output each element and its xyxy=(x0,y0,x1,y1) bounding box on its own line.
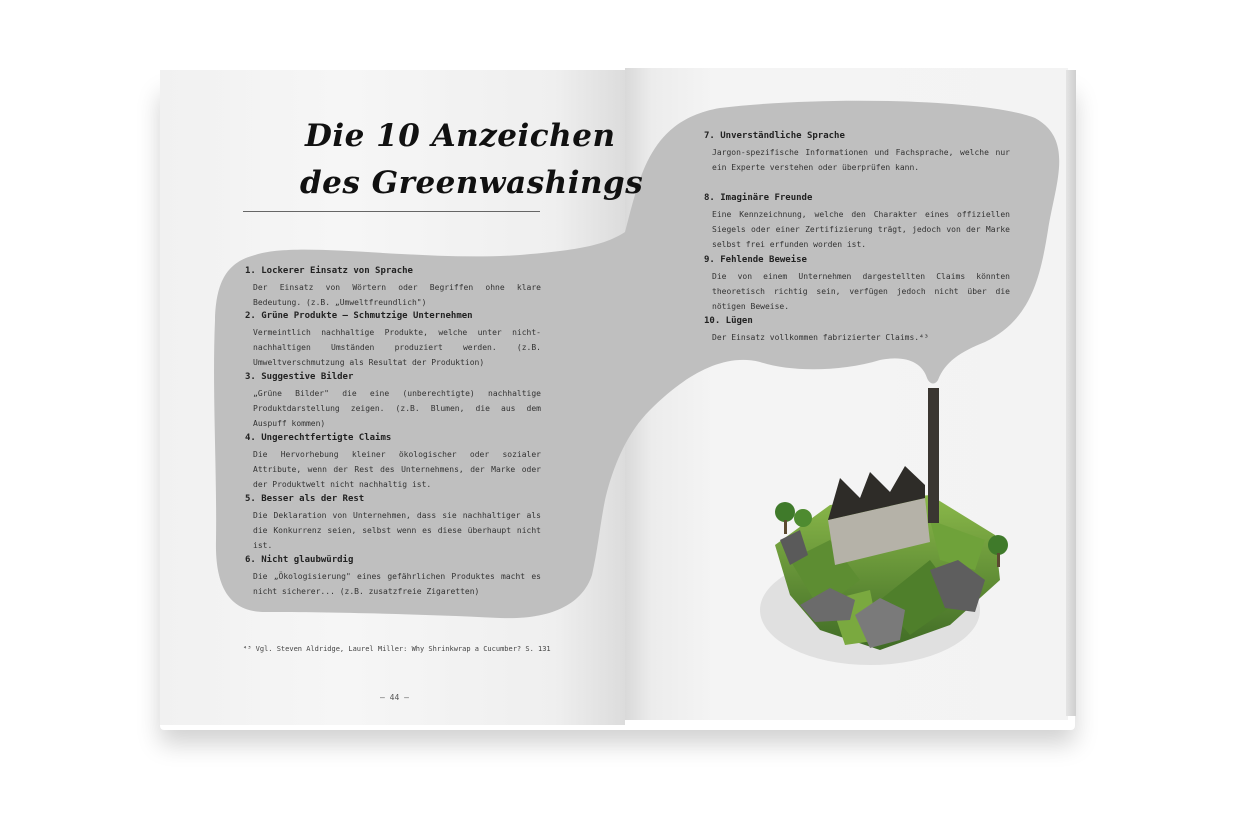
list-item xyxy=(704,193,1010,252)
footnote: ⁴³ Vgl. Steven Aldridge, Laurel Miller: Why Shrinkwrap a Cucumber? S. 131 xyxy=(243,645,551,653)
item-heading: 2. Grüne Produkte – Schmutzige Unternehmen xyxy=(245,311,473,321)
item-body: Der Einsatz von Wörtern oder Begriffen ohne klare Bedeutung. (z.B. „Umweltfreundlich") xyxy=(253,283,541,307)
page-title-line-2: des Greenwashings xyxy=(300,165,644,201)
list-item xyxy=(245,311,541,370)
list-item xyxy=(704,131,1010,175)
item-body: Die Hervorhebung kleiner ökologischer oder sozialer Attribute, wenn der Rest des Unternehmens, der Marke oder der Produktwelt nicht nachhaltig ist. xyxy=(253,450,541,489)
item-body: „Grüne Bilder" die eine (unberechtigte) nachhaltige Produktdarstellung zeigen. (z.B. Blumen, die aus dem Auspuff kommen) xyxy=(253,389,541,428)
title-divider xyxy=(243,211,540,212)
list-item xyxy=(704,316,1010,345)
item-heading: 9. Fehlende Beweise xyxy=(704,255,807,265)
item-heading: 4. Ungerechtfertigte Claims xyxy=(245,433,392,443)
item-heading: 8. Imaginäre Freunde xyxy=(704,193,813,203)
list-item xyxy=(245,555,541,599)
page-number: – 44 – xyxy=(380,693,409,702)
item-body: Vermeintlich nachhaltige Produkte, welche unter nicht-nachhaltigen Umständen produziert werden. (z.B. Umweltverschmutzung als Resultat der Produktion) xyxy=(253,328,541,367)
list-item xyxy=(245,372,541,431)
item-body: Die von einem Unternehmen dargestellten Claims könnten theoretisch richtig sein, verfügen jedoch nicht über die nötigen Beweise. xyxy=(712,272,1010,311)
list-item xyxy=(704,255,1010,314)
item-heading: 10. Lügen xyxy=(704,316,753,326)
item-heading: 6. Nicht glaubwürdig xyxy=(245,555,354,565)
item-heading: 1. Lockerer Einsatz von Sprache xyxy=(245,266,413,276)
page-title-line-1: Die 10 Anzeichen xyxy=(305,118,616,154)
item-heading: 3. Suggestive Bilder xyxy=(245,372,354,382)
chimney xyxy=(928,388,939,523)
item-body: Die Deklaration von Unternehmen, dass sie nachhaltiger als die Konkurrenz seien, selbst wenn es diese überhaupt nicht ist. xyxy=(253,511,541,550)
item-body: Jargon-spezifische Informationen und Fachsprache, welche nur ein Experte verstehen oder überprüfen kann. xyxy=(712,148,1010,172)
item-heading: 7. Unverständliche Sprache xyxy=(704,131,845,141)
list-item xyxy=(245,494,541,553)
item-heading: 5. Besser als der Rest xyxy=(245,494,365,504)
item-body: Der Einsatz vollkommen fabrizierter Claims.⁴³ xyxy=(712,333,929,342)
item-body: Eine Kennzeichnung, welche den Charakter eines offiziellen Siegels oder einer Zertifizierung trägt, jedoch von der Marke selbst frei erfunden worden ist. xyxy=(712,210,1010,249)
item-body: Die „Ökologisierung" eines gefährlichen Produktes macht es nicht sicherer... (z.B. zusatzfreie Zigaretten) xyxy=(253,572,541,596)
list-item xyxy=(245,266,541,310)
list-item xyxy=(245,433,541,492)
factory-island-illustration xyxy=(760,388,1008,665)
